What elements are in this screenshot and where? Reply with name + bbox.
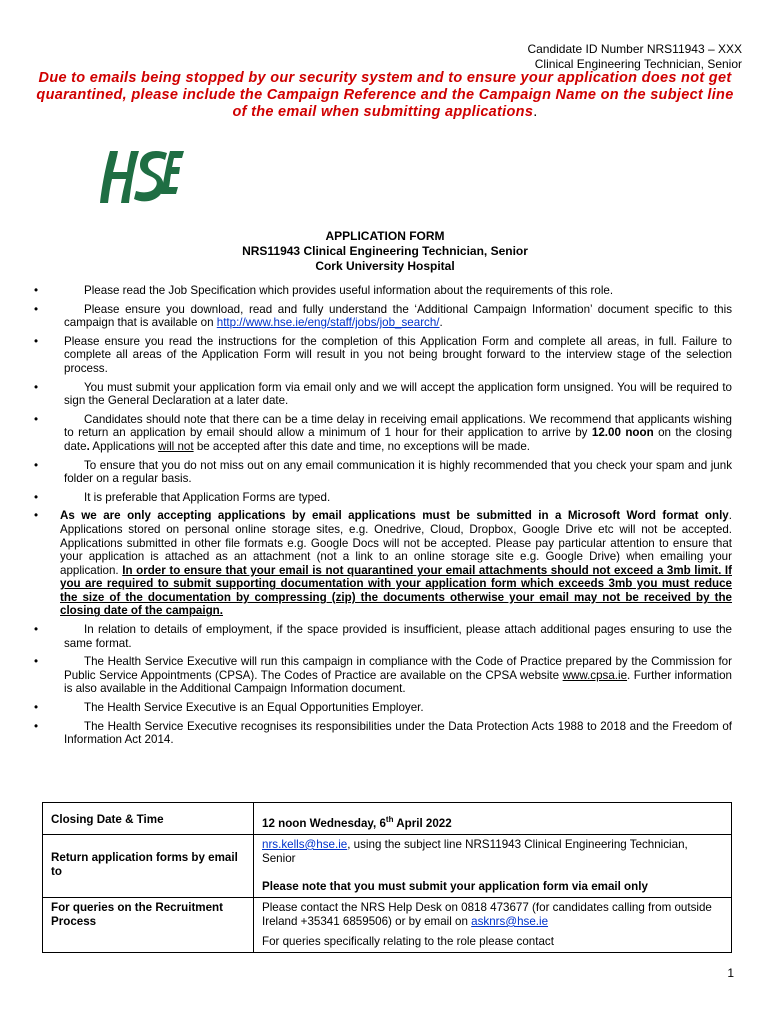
closing-date-label: Closing Date & Time (43, 803, 254, 835)
list-item: • Please read the Job Specification which provides useful information about the requirements of this role. (34, 284, 614, 297)
will-not-underlined: will not (158, 439, 194, 453)
candidate-header (527, 42, 742, 72)
hse-logo-icon (96, 145, 186, 207)
closing-date-text: 12 noon Wednesday, 6 (262, 816, 386, 830)
list-item: • As we are only accepting applications by email applications must be submitted in a Microsoft Word format only. Applications stored on personal online storage sites, e.g. Onedrive, Cloud, Dropbox, Google Drive etc will not be accepted. Applications submitted in other file formats e.g. Google Docs will not be accepted. Please pay particular attention to ensure that your application is attached as an attachment (not a link to an online storage site e.g. Google Drive) when emailing your application. In order to ensure that your email is not quarantined your email attachments should not exceed a 3mb limit. If you are required to submit supporting documentation with your application form which exceeds 3mb you must reduce the size of the documentation by compressing (zip) the documents otherwise your email may not be received by the closing date of the campaign. (34, 509, 732, 618)
bullet-text: To ensure that you do not miss out on any email communication it is highly recommended that you check your spam and junk folder on a regular basis. (64, 458, 732, 486)
bullet-text: In relation to details of employment, if the space provided is insufficient, please attach additional pages ensuring to use the same format. (64, 623, 732, 650)
bullet-text: Please ensure you read the instructions for the completion of this Application Form and complete all areas, in full. Failure to complete all areas of the Application Form will result in you not being brought forward to the interview stage of the selection process. (64, 334, 732, 375)
list-item: • You must submit your application form via email only and we will accept the application form unsigned. You will be required to sign the General Declaration at a later date. (34, 380, 732, 408)
closing-date-value (254, 803, 732, 835)
job-title-header: Clinical Engineering Technician, Senior (534, 57, 742, 71)
form-title-line2: NRS11943 Clinical Engineering Technician, Senior (242, 244, 528, 258)
candidate-id: Candidate ID Number NRS11943 – XXX (527, 42, 742, 56)
bullet-text: You must submit your application form via email only and we will accept the application form unsigned. You will be required to sign the General Declaration at a later date. (64, 380, 732, 408)
word-format-bold: As we are only accepting applications by email applications must be submitted in a Microsoft Word format only (60, 509, 729, 523)
bullet-text: Candidates should note that there can be a time delay in receiving email applications. We recommend that applicants wishing to return an application by email should allow a minimum of 1 hour for their application to arrive by (64, 412, 732, 440)
table-row (43, 834, 732, 897)
list-item: • To ensure that you do not miss out on any email communication it is highly recommended that you check your spam and junk folder on a regular basis. (34, 458, 732, 486)
bullet-text: The Health Service Executive is an Equal Opportunities Employer. (84, 701, 424, 715)
list-item: • It is preferable that Application Forms are typed. (34, 490, 331, 504)
list-item: • The Health Service Executive recognises its responsibilities under the Data Protection Acts 1988 to 2018 and the Freedom of Information Act 2014. (34, 719, 732, 747)
queries-value (254, 897, 732, 952)
list-item: • Please ensure you read the instructions for the completion of this Application Form and complete all areas, in full. Failure to complete all areas of the Application Form will result in you not being brought forward to the interview stage of the selection process. (34, 334, 732, 375)
page-number: 1 (727, 966, 734, 980)
job-search-link[interactable]: http://www.hse.ie/eng/staff/jobs/job_search/ (216, 316, 440, 330)
list-item: • The Health Service Executive is an Equal Opportunities Employer. (34, 701, 424, 715)
bold-dot: . (86, 439, 90, 453)
list-item: • The Health Service Executive will run this campaign in compliance with the Code of Practice prepared by the Commission for Public Service Appointments (CPSA). The Codes of Practice are available on the CPSA website www.cpsa.ie. Further information is also available in the Additional Campaign Information document. (34, 655, 732, 696)
bullet-text: It is preferable that Application Forms are typed. (84, 490, 331, 504)
noon-bold: 12.00 noon (591, 426, 654, 440)
cpsa-link[interactable]: www.cpsa.ie (562, 668, 628, 682)
bullet-text: The Health Service Executive will run this campaign in compliance with the Code of Practice prepared by the Commission for Public Service Appointments (CPSA). The Codes of Practice are available on the CPSA website (64, 655, 732, 682)
asknrs-email-link[interactable]: asknrs@hse.ie (471, 914, 549, 928)
warning-text: Due to emails being stopped by our security system and to ensure your application does not get quarantined, please include the Campaign Reference and the Campaign Name on the subject line of the email when submitting applications (36, 70, 734, 120)
role-queries-text: For queries specifically relating to the role please contact (262, 934, 554, 948)
warning-end: . (533, 104, 538, 120)
bullet-text-mid2: Applications (89, 439, 159, 453)
closing-date-month: April 2022 (393, 816, 452, 830)
bullet-text: . Applications stored on personal online storage sites, e.g. Onedrive, Cloud, Dropbox, Google Drive etc will not be accepted. Applications submitted in other file formats e.g. Google Docs will not be accepted. Please pay particular attention to ensure that your application is attached as an attachment (not a link to an online storage site e.g. Google Drive) when emailing your application. (60, 509, 732, 577)
bullet-text-end: . Further information is also available in the Additional Campaign Information document. (64, 668, 732, 696)
bullet-text: Please read the Job Specification which provides useful information about the requirements of this role. (84, 284, 614, 297)
closing-date-sup: th (385, 815, 394, 824)
nrs-email-link[interactable]: nrs.kells@hse.ie (262, 837, 348, 851)
queries-label: For queries on the Recruitment Process (43, 897, 254, 952)
form-title-line3: Cork University Hospital (315, 259, 455, 273)
form-title-line1: APPLICATION FORM (325, 229, 445, 243)
list-item: • In relation to details of employment, if the space provided is insufficient, please attach additional pages ensuring to use the same format. (34, 623, 732, 650)
return-text: , using the subject line NRS11943 Clinical Engineering Technician, Senior (262, 837, 688, 865)
email-only-note: Please note that you must submit your application form via email only (262, 879, 648, 893)
list-item: • Please ensure you download, read and fully understand the ‘Additional Campaign Information’ document specific to this campaign that is available on http://www.hse.ie/eng/staff/jobs/job_search/. (34, 302, 732, 330)
bullet-text-end: be accepted after this date and time, no exceptions will be made. (193, 439, 531, 453)
table-row (43, 803, 732, 835)
bullet-text: The Health Service Executive recognises its responsibilities under the Data Protection Acts 1988 to 2018 and the Freedom of Information Act 2014. (64, 719, 732, 747)
list-item: • Candidates should note that there can be a time delay in receiving email applications. We recommend that applicants wishing to return an application by email should allow a minimum of 1 hour for their application to arrive by 12.00 noon on the closing date. Applications will not be accepted after this date and time, no exceptions will be made. (34, 412, 733, 453)
return-label: Return application forms by email to (43, 834, 254, 897)
return-value (254, 834, 732, 897)
bullet-text-end: . (439, 316, 443, 330)
instructions-list (34, 284, 732, 752)
attachment-limit-warning: In order to ensure that your email is not quarantined your email attachments should not exceed a 3mb limit. If you are required to submit supporting documentation with your application form which exceeds 3mb you must reduce the size of the documentation by compressing (zip) the documents otherwise your email may not be received by the closing date of the campaign. (60, 563, 732, 618)
details-table (42, 802, 732, 953)
email-warning (30, 70, 740, 121)
form-title (0, 229, 770, 274)
bullet-text: Please ensure you download, read and fully understand the ‘Additional Campaign Information’ document specific to this campaign that is available on (64, 302, 732, 330)
table-row (43, 897, 732, 952)
queries-text: Please contact the NRS Help Desk on 0818 473677 (for candidates calling from outside Ireland +35341 6859506) or by email on (262, 900, 712, 928)
bullet-text-mid: on the closing date (64, 426, 733, 453)
